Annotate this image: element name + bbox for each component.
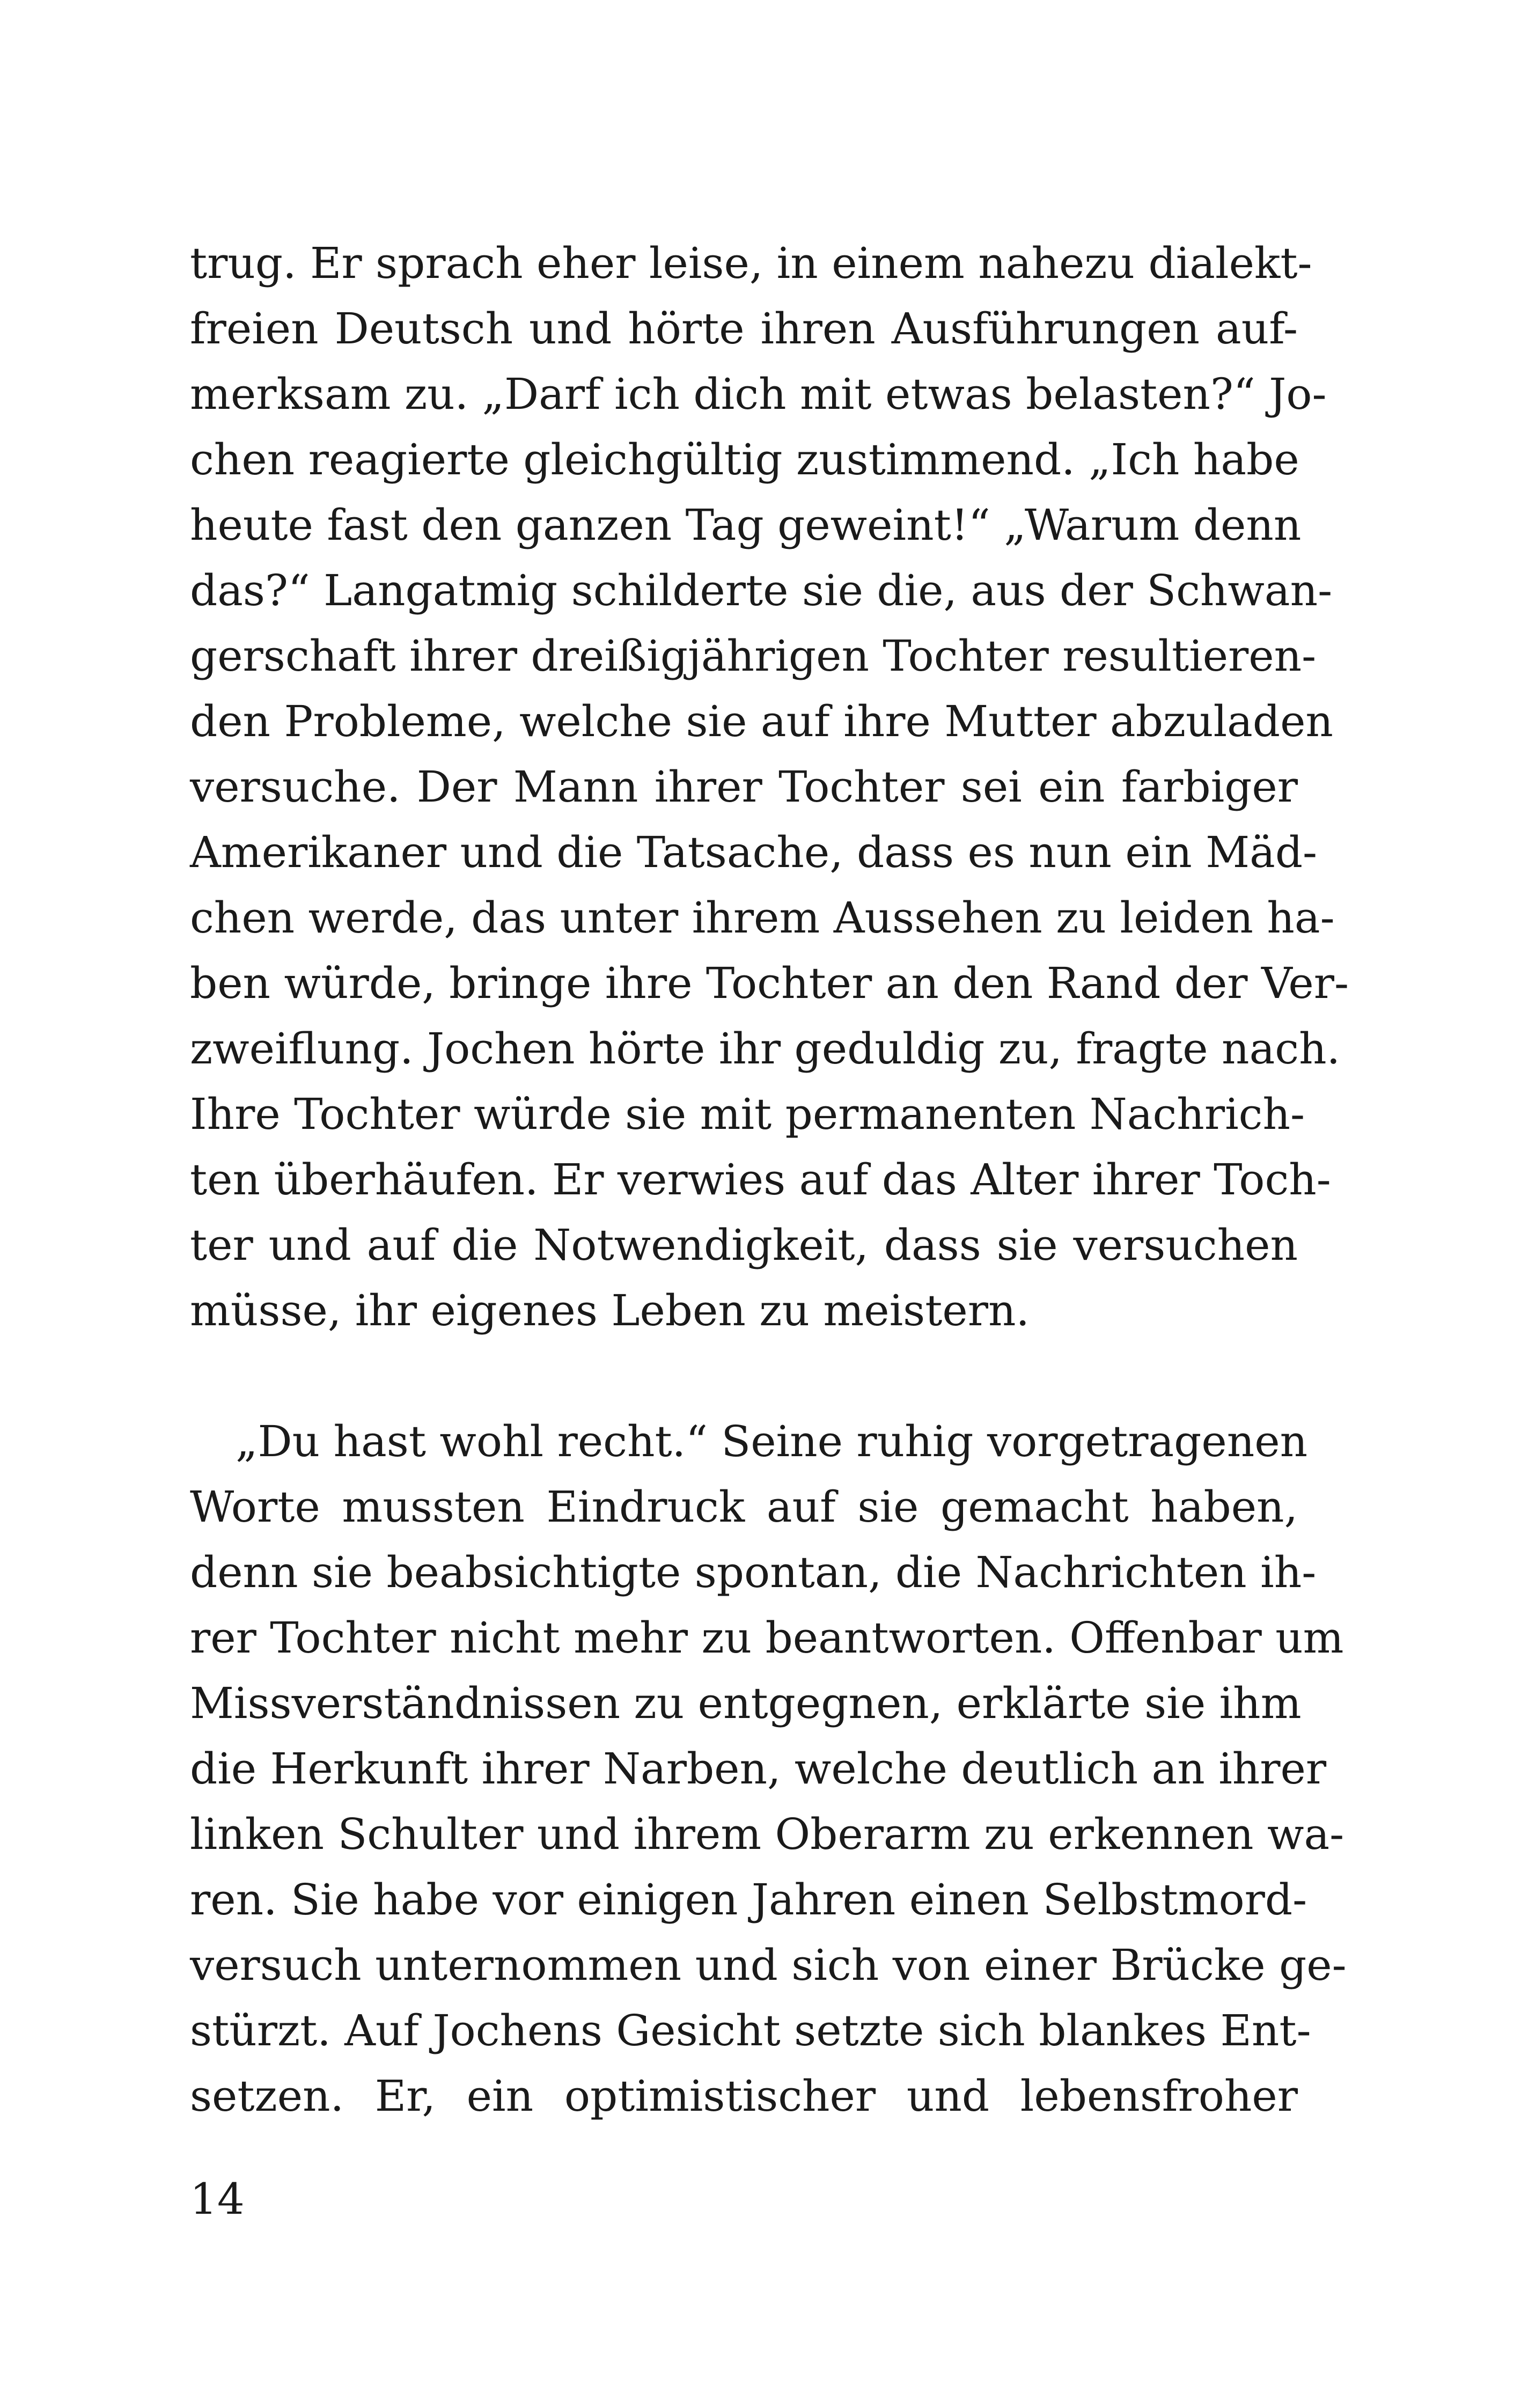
paragraph-spacer [190, 1344, 1298, 1409]
paragraph-2 [190, 1409, 1347, 2129]
text-line: merksam zu. „Darf ich dich mit etwas belasten?“ Jo- [190, 369, 1327, 419]
text-line: den Probleme, welche sie auf ihre Mutter abzuladen [190, 696, 1333, 746]
text-line: Amerikaner und die Tatsache, dass es nun ein Mäd- [190, 827, 1318, 877]
text-line: Missverständnissen zu entgegnen, erklärte sie ihm [190, 1678, 1302, 1728]
text-line: stürzt. Auf Jochens Gesicht setzte sich blankes Ent- [190, 2006, 1311, 2055]
text-line: freien Deutsch und hörte ihren Ausführungen auf- [190, 304, 1298, 354]
text-line: rer Tochter nicht mehr zu beantworten. Offenbar um [190, 1613, 1344, 1663]
paragraph-1 [190, 231, 1349, 1344]
text-line: setzen. Er, ein optimistischer und lebensfroher [190, 2071, 1298, 2121]
text-line: „Du hast wohl recht.“ Seine ruhig vorgetragenen [236, 1416, 1308, 1466]
text-line: linken Schulter und ihrem Oberarm zu erkennen wa- [190, 1809, 1344, 1859]
text-line: chen werde, das unter ihrem Aussehen zu leiden ha- [190, 893, 1335, 943]
text-line: Ihre Tochter würde sie mit permanenten Nachrich- [190, 1089, 1305, 1139]
text-line: die Herkunft ihrer Narben, welche deutlich an ihrer [190, 1744, 1327, 1794]
text-line: ten überhäufen. Er verwies auf das Alter ihrer Toch- [190, 1155, 1331, 1205]
text-line: ren. Sie habe vor einigen Jahren einen Selbstmord- [190, 1875, 1307, 1925]
text-line: ter und auf die Notwendigkeit, dass sie versuchen [190, 1220, 1298, 1270]
text-line: chen reagierte gleichgültig zustimmend. „Ich habe [190, 435, 1299, 484]
text-line: ben würde, bringe ihre Tochter an den Rand der Ver- [190, 958, 1349, 1008]
text-line: zweiflung. Jochen hörte ihr geduldig zu, fragte nach. [190, 1024, 1341, 1074]
text-line: denn sie beabsichtigte spontan, die Nachrichten ih- [190, 1547, 1317, 1597]
text-line: heute fast den ganzen Tag geweint!“ „Warum denn [190, 500, 1302, 550]
text-line: müsse, ihr eigenes Leben zu meistern. [190, 1286, 1030, 1335]
text-line: versuche. Der Mann ihrer Tochter sei ein farbiger [190, 762, 1298, 812]
text-line: versuch unternommen und sich von einer Brücke ge- [190, 1940, 1347, 1990]
body-text [190, 231, 1349, 2129]
text-line: gerschaft ihrer dreißigjährigen Tochter resultieren- [190, 631, 1317, 681]
text-line: trug. Er sprach eher leise, in einem nahezu dialekt- [190, 238, 1312, 288]
page-number: 14 [190, 2174, 245, 2224]
text-line: Worte mussten Eindruck auf sie gemacht haben, [190, 1482, 1298, 1532]
text-line: das?“ Langatmig schilderte sie die, aus der Schwan- [190, 566, 1333, 615]
